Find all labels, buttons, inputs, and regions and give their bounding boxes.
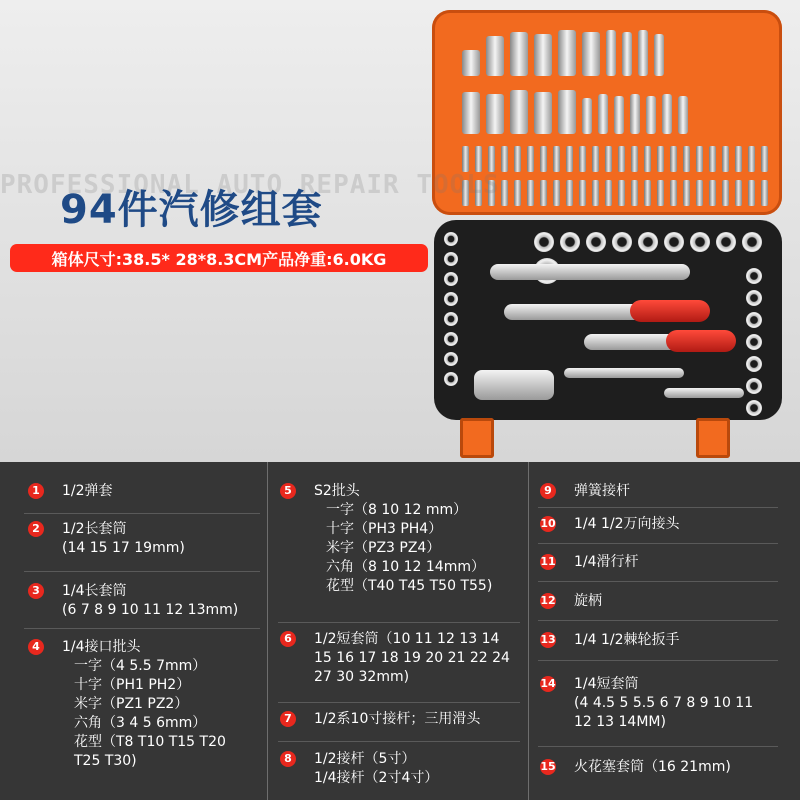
latch-right xyxy=(696,418,730,458)
spec-banner: 箱体尺寸:38.5* 28*8.3CM产品净重:6.0KG xyxy=(10,244,428,272)
row-separator xyxy=(278,702,520,703)
item-number-badge: 4 xyxy=(28,639,44,655)
item-line: 1/4 1/2棘轮扳手 xyxy=(574,632,680,648)
item-line: 1/2接杆（5寸） xyxy=(314,751,416,767)
item-line: 一字（8 10 12 mm） xyxy=(326,502,468,518)
item-line: 1/2长套筒 xyxy=(62,521,127,537)
sliding-bar xyxy=(564,368,684,378)
item-number-badge: 8 xyxy=(280,751,296,767)
item-line: 米字（PZ3 PZ4） xyxy=(326,540,441,556)
item-line: 火花塞套筒（16 21mm) xyxy=(574,759,731,775)
item-line: 六角（8 10 12 14mm） xyxy=(326,559,485,575)
item-description xyxy=(574,758,731,777)
item-line: 花型（T40 T45 T50 T55) xyxy=(326,578,493,594)
item-description xyxy=(62,582,238,620)
item-number-badge: 9 xyxy=(540,483,556,499)
item-description xyxy=(314,710,480,729)
item-line: 1/4 1/2万向接头 xyxy=(574,516,680,532)
product-title: 94件汽修组套 xyxy=(60,187,323,233)
bit-row-1 xyxy=(462,142,772,172)
item-description xyxy=(62,482,113,501)
item-number-badge: 7 xyxy=(280,711,296,727)
item-number-badge: 10 xyxy=(540,517,556,530)
item-number-badge: 1 xyxy=(28,483,44,499)
item-line: 旋柄 xyxy=(574,593,602,609)
watermark-text: PROFESSIONAL AUTO REPAIR TOOLS xyxy=(0,170,500,200)
item-line: (4 4.5 5 5.5 6 7 8 9 10 11 xyxy=(574,695,754,711)
small-ratchet-grip xyxy=(666,330,736,352)
item-number-badge: 5 xyxy=(280,483,296,499)
item-number-badge: 3 xyxy=(28,583,44,599)
item-line: (14 15 17 19mm) xyxy=(62,540,185,556)
row-separator xyxy=(24,571,260,572)
long-socket-row xyxy=(462,30,772,76)
item-line: 1/2短套筒（10 11 12 13 14 xyxy=(314,631,500,647)
item-number-badge: 12 xyxy=(540,594,556,607)
row-separator xyxy=(538,620,778,621)
socket-column-left xyxy=(444,232,464,386)
item-line: 1/4滑行杆 xyxy=(574,554,639,570)
item-description xyxy=(62,520,185,558)
row-separator xyxy=(24,628,260,629)
item-line: 十字（PH3 PH4） xyxy=(326,521,443,537)
item-number-badge: 2 xyxy=(28,521,44,537)
item-line: T25 T30) xyxy=(74,753,137,769)
row-separator xyxy=(24,513,260,514)
toolbox-image xyxy=(420,0,800,462)
extension-short xyxy=(664,388,744,398)
spark-plug-socket xyxy=(474,370,554,400)
item-line: 1/4接口批头 xyxy=(62,639,141,655)
item-line: 一字（4 5.5 7mm） xyxy=(74,658,207,674)
extension-bar xyxy=(490,264,690,280)
ratchet-grip xyxy=(630,300,710,322)
row-separator xyxy=(538,746,778,747)
row-separator xyxy=(538,543,778,544)
item-line: 1/4接杆（2寸4寸） xyxy=(314,770,439,786)
item-line: 1/2系10寸接杆；三用滑头 xyxy=(314,711,481,727)
item-line: 1/2弹套 xyxy=(62,483,113,499)
item-description xyxy=(314,750,438,788)
item-line: 弹簧接杆 xyxy=(574,483,630,499)
item-number-badge: 13 xyxy=(540,633,556,646)
item-description xyxy=(574,592,602,611)
row-separator xyxy=(538,507,778,508)
row-separator xyxy=(538,660,778,661)
item-line: 1/4长套筒 xyxy=(62,583,127,599)
item-number-badge: 14 xyxy=(540,677,556,690)
item-description xyxy=(574,553,639,572)
item-number-badge: 11 xyxy=(540,555,556,568)
row-separator xyxy=(278,741,520,742)
column-divider-1 xyxy=(267,462,268,800)
item-number-badge: 6 xyxy=(280,631,296,647)
item-line: 15 16 17 18 19 20 21 22 24 xyxy=(314,650,510,666)
item-description xyxy=(574,631,680,650)
item-line: 1/4短套筒 xyxy=(574,676,639,692)
item-description xyxy=(574,515,680,534)
item-line: 米字（PZ1 PZ2） xyxy=(74,696,189,712)
item-description xyxy=(574,675,753,732)
medium-socket-row xyxy=(462,88,772,134)
item-line: 六角（3 4 5 6mm） xyxy=(74,715,207,731)
item-line: 27 30 32mm) xyxy=(314,669,410,685)
toolbox-tray xyxy=(434,220,782,420)
item-line: S2批头 xyxy=(314,483,360,499)
item-description xyxy=(574,482,630,501)
item-line: (6 7 8 9 10 11 12 13mm) xyxy=(62,602,239,618)
row-separator xyxy=(538,581,778,582)
item-line: 12 13 14MM) xyxy=(574,714,666,730)
item-description xyxy=(62,638,226,771)
socket-column-right xyxy=(746,268,770,416)
item-description xyxy=(314,482,492,596)
latch-left xyxy=(460,418,494,458)
item-description xyxy=(314,630,510,687)
item-number-badge: 15 xyxy=(540,760,556,773)
row-separator xyxy=(278,622,520,623)
column-divider-2 xyxy=(528,462,529,800)
item-line: 花型（T8 T10 T15 T20 xyxy=(74,734,226,750)
item-line: 十字（PH1 PH2） xyxy=(74,677,191,693)
